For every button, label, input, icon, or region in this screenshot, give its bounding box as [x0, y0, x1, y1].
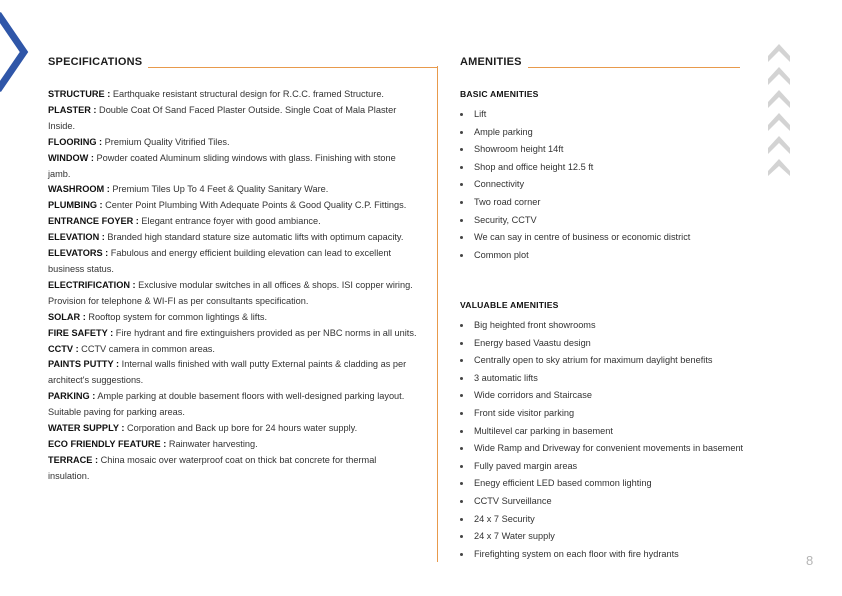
- amenity-item: [460, 370, 820, 388]
- amenity-item: [460, 212, 820, 230]
- spec-item: [48, 357, 420, 389]
- amenity-text: Front side visitor parking: [474, 407, 575, 418]
- spec-label: PAINTS PUTTY :: [48, 359, 120, 370]
- bullet-icon: [460, 412, 463, 415]
- amenity-item: [460, 352, 820, 370]
- spec-label: STRUCTURE :: [48, 89, 111, 99]
- spec-item: [48, 342, 420, 358]
- amenity-text: 24 x 7 Security: [474, 513, 535, 524]
- amenity-text: We can say in centre of business or economic district: [474, 232, 691, 243]
- amenity-item: [460, 528, 820, 546]
- spec-label: ELEVATORS :: [48, 248, 109, 259]
- amenity-text: Lift: [474, 109, 487, 119]
- corner-chevron-decoration: [0, 0, 40, 110]
- bullet-icon: [460, 113, 463, 116]
- valuable-amenities-list: [460, 317, 820, 563]
- bullet-icon: [460, 183, 463, 186]
- spec-label: FLOORING :: [48, 136, 103, 147]
- spec-label: WINDOW :: [48, 152, 94, 163]
- amenity-text: Two road corner: [474, 196, 541, 207]
- spec-text: Branded high standard stature size automatic lifts with optimum capacity.: [104, 232, 404, 243]
- spec-item: [48, 437, 420, 453]
- spec-label: ECO FRIENDLY FEATURE :: [48, 438, 167, 449]
- amenity-item: [460, 546, 820, 564]
- specifications-list: [48, 87, 420, 485]
- spec-text: Center Point Plumbing With Adequate Points & Good Quality C.P. Fittings.: [102, 200, 407, 211]
- spec-label: WATER SUPPLY :: [48, 423, 125, 434]
- spec-label: ELEVATION :: [48, 232, 105, 243]
- spec-text: Rooftop system for common lightings & lifts.: [85, 311, 268, 322]
- spec-text: Premium Quality Vitrified Tiles.: [102, 136, 230, 147]
- spec-item: [48, 453, 420, 485]
- bullet-icon: [460, 394, 463, 397]
- amenity-text: Firefighting system on each floor with fire hydrants: [474, 548, 679, 559]
- bullet-icon: [460, 342, 463, 345]
- amenity-text: 3 automatic lifts: [474, 372, 538, 383]
- spec-item: [48, 246, 420, 278]
- specifications-header: [48, 56, 438, 69]
- bullet-icon: [460, 518, 463, 521]
- spec-label: TERRACE :: [48, 454, 99, 465]
- spec-text: Double Coat Of Sand Faced Plaster Outside. Single Coat of Mala Plaster Inside.: [48, 104, 397, 131]
- amenity-text: Ample parking: [474, 126, 533, 137]
- amenity-item: [460, 247, 820, 265]
- bullet-icon: [460, 254, 463, 257]
- valuable-amenities-heading: VALUABLE AMENITIES: [460, 300, 559, 310]
- spec-text: CCTV camera in common areas.: [78, 343, 215, 354]
- bullet-icon: [460, 500, 463, 503]
- spec-text: Internal walls finished with wall putty External paints & cladding as per architect's suggestions.: [48, 359, 407, 386]
- spec-label: PLASTER :: [48, 104, 97, 115]
- amenity-text: Shop and office height 12.5 ft: [474, 161, 594, 172]
- spec-text: Corporation and Back up bore for 24 hours water supply.: [124, 423, 358, 434]
- amenity-item: [460, 124, 820, 142]
- spec-text: Fabulous and energy efficient building elevation can lead to excellent business status.: [48, 248, 392, 274]
- spec-text: Ample parking at double basement floors with well-designed parking layout. Suitable paving for parking areas.: [48, 391, 405, 418]
- amenity-item: [460, 493, 820, 511]
- spec-item: [48, 103, 420, 135]
- basic-amenities-list: [460, 106, 820, 264]
- amenity-text: Fully paved margin areas: [474, 460, 578, 471]
- amenity-text: Energy based Vaastu design: [474, 337, 591, 348]
- spec-text: Fire hydrant and fire extinguishers provided as per NBC norms in all units.: [113, 327, 417, 338]
- spec-item: [48, 326, 420, 342]
- spec-text: Powder coated Aluminum sliding windows with glass. Finishing with stone jamb.: [48, 152, 396, 179]
- bullet-icon: [460, 236, 463, 239]
- spec-item: [48, 87, 420, 103]
- amenity-item: [460, 511, 820, 529]
- bullet-icon: [460, 166, 463, 169]
- spec-label: WASHROOM :: [48, 184, 110, 195]
- spec-text: Elegant entrance foyer with good ambiance.: [138, 216, 321, 227]
- spec-label: PARKING :: [48, 391, 96, 402]
- amenity-text: Common plot: [474, 249, 529, 260]
- bullet-icon: [460, 219, 463, 222]
- amenity-item: [460, 440, 820, 458]
- amenity-item: [460, 423, 820, 441]
- spec-label: ENTRANCE FOYER :: [48, 216, 139, 227]
- amenity-item: [460, 194, 820, 212]
- spec-label: CCTV :: [48, 343, 79, 354]
- spec-item: [48, 389, 420, 421]
- bullet-icon: [460, 535, 463, 538]
- amenity-text: Security, CCTV: [474, 214, 537, 225]
- spec-item: [48, 214, 420, 230]
- amenity-text: Wide Ramp and Driveway for convenient movements in basement: [474, 443, 744, 454]
- amenities-title: AMENITIES: [460, 56, 522, 68]
- column-divider: [437, 66, 438, 562]
- spec-label: SOLAR :: [48, 311, 86, 322]
- amenity-item: [460, 405, 820, 423]
- amenity-text: Connectivity: [474, 179, 525, 190]
- bullet-icon: [460, 131, 463, 134]
- spec-text: Earthquake resistant structural design for R.C.C. framed Structure.: [110, 89, 384, 99]
- amenities-title-rule: [528, 67, 740, 68]
- bullet-icon: [460, 324, 463, 327]
- spec-item: [48, 421, 420, 437]
- page-number: 8: [806, 553, 814, 568]
- amenities-header: [460, 56, 740, 69]
- bullet-icon: [460, 359, 463, 362]
- amenity-text: Enegy efficient LED based common lighting: [474, 478, 652, 489]
- specifications-title-rule: [148, 67, 438, 68]
- amenity-item: [460, 159, 820, 177]
- bullet-icon: [460, 201, 463, 204]
- spec-label: ELECTRIFICATION :: [48, 279, 136, 290]
- amenity-item: [460, 335, 820, 353]
- bullet-icon: [460, 377, 463, 380]
- spec-item: [48, 230, 420, 246]
- amenity-item: [460, 106, 820, 124]
- spec-item: [48, 182, 420, 198]
- bullet-icon: [460, 465, 463, 468]
- spec-item: [48, 310, 420, 326]
- bullet-icon: [460, 553, 463, 556]
- bullet-icon: [460, 148, 463, 151]
- valuable-amenities-section: [460, 300, 820, 563]
- spec-text: Premium Tiles Up To 4 Feet & Quality Sanitary Ware.: [109, 184, 329, 195]
- bullet-icon: [460, 430, 463, 433]
- amenity-item: [460, 141, 820, 159]
- specifications-title: SPECIFICATIONS: [48, 56, 143, 68]
- basic-amenities-heading: BASIC AMENITIES: [460, 89, 539, 99]
- amenity-text: Showroom height 14ft: [474, 144, 564, 155]
- spec-item: [48, 135, 420, 151]
- amenity-item: [460, 176, 820, 194]
- spec-label: FIRE SAFETY :: [48, 327, 114, 338]
- bullet-icon: [460, 482, 463, 485]
- amenity-text: Multilevel car parking in basement: [474, 425, 613, 436]
- spec-item: [48, 151, 420, 183]
- amenity-text: 24 x 7 Water supply: [474, 531, 555, 542]
- amenity-item: [460, 387, 820, 405]
- amenity-text: CCTV Surveillance: [474, 495, 552, 506]
- spec-item: [48, 278, 420, 310]
- amenity-item: [460, 475, 820, 493]
- amenity-item: [460, 458, 820, 476]
- spec-item: [48, 198, 420, 214]
- basic-amenities-section: [460, 89, 820, 264]
- amenity-item: [460, 317, 820, 335]
- amenity-text: Big heighted front showrooms: [474, 320, 596, 330]
- spec-text: Exclusive modular switches in all offices & shops. ISI copper wiring. Provision for telephone & WI-FI as per consultants specification.: [48, 279, 413, 306]
- spec-label: PLUMBING :: [48, 200, 103, 211]
- spec-text: China mosaic over waterproof coat on thick bat concrete for thermal insulation.: [48, 454, 377, 481]
- amenity-text: Centrally open to sky atrium for maximum daylight benefits: [474, 355, 713, 366]
- bullet-icon: [460, 447, 463, 450]
- spec-text: Rainwater harvesting.: [166, 438, 258, 449]
- amenity-item: [460, 229, 820, 247]
- amenity-text: Wide corridors and Staircase: [474, 390, 592, 401]
